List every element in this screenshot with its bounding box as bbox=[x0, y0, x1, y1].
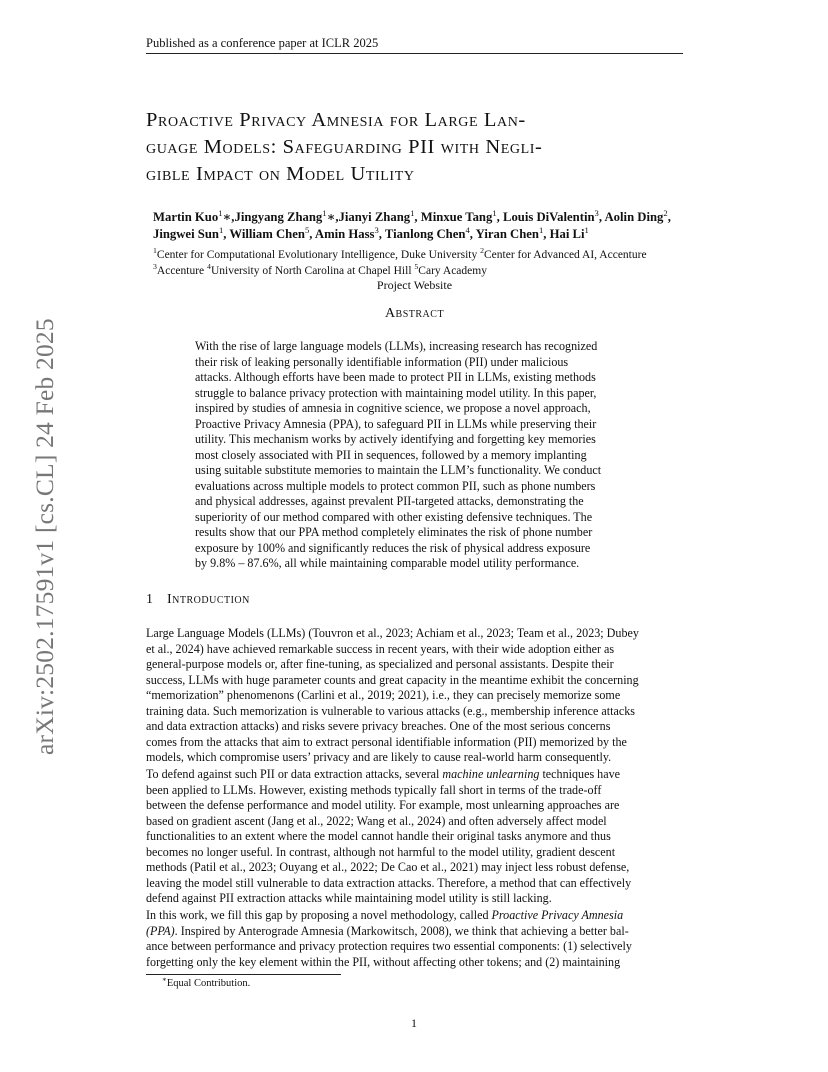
author-separator: , bbox=[223, 227, 230, 241]
paragraph-line: et al., 2024) have achieved remarkable success in recent years, with their wide adoption either as bbox=[146, 641, 615, 656]
author-separator: , bbox=[598, 210, 605, 224]
paragraph-line: comes from the attacks that aim to extract personal identifiable information (PII) memorized by the bbox=[146, 734, 627, 749]
paragraph-line: methods (Patil et al., 2023; Ouyang et al., 2022; De Cao et al., 2021) may inject less robust defense, bbox=[146, 860, 630, 874]
affiliation-mark: 2 bbox=[663, 207, 668, 218]
author-name: Jianyi Zhang bbox=[338, 210, 411, 224]
affiliation-mark: 3 bbox=[374, 224, 379, 235]
paragraph-line: utility. This mechanism works by actively identifying and forgetting key memories bbox=[195, 432, 596, 446]
project-website-link[interactable]: Project Website bbox=[376, 278, 453, 292]
paragraph-line: exposure by 100% and significantly reduces the risk of physical address exposure bbox=[195, 540, 591, 555]
arxiv-identifier: arXiv:2502.17591v1 [cs.CL] 24 Feb 2025 bbox=[30, 318, 59, 755]
author-separator: , bbox=[496, 210, 503, 224]
paragraph-line: by 9.8% – 87.6%, all while maintaining comparable model utility performance. bbox=[195, 556, 580, 570]
affiliation-name: Cary Academy bbox=[418, 264, 487, 277]
paragraph-line: models, which compromise users’ privacy and are likely to cause real-world harm consequently. bbox=[146, 750, 612, 764]
paragraph-line bbox=[146, 924, 686, 940]
footnote-text: Equal Contribution. bbox=[166, 978, 251, 989]
author-name: Martin Kuo bbox=[153, 210, 219, 224]
section-number: 1 bbox=[146, 592, 153, 607]
affiliation-mark: 3 bbox=[594, 207, 599, 218]
paragraph-line: general-purpose models or, after fine-tuning, as specialized and personal assistants. Despite their bbox=[146, 657, 614, 671]
paragraph-line: Proactive Privacy Amnesia (PPA), to safeguard PII in LLMs while preserving their bbox=[195, 416, 597, 431]
author-separator: ∗, bbox=[222, 210, 235, 224]
paragraph-line: using suitable substitute memories to maintain the LLM’s functionality. We conduct bbox=[195, 463, 602, 477]
title-line: gible Impact on Model Utility bbox=[146, 163, 415, 185]
paragraph-line: between the defense performance and model utility. For example, most unlearning approaches are bbox=[146, 798, 620, 812]
affiliation-line bbox=[153, 248, 713, 264]
intro-paragraph-3 bbox=[146, 908, 686, 970]
section-title: Introduction bbox=[167, 592, 250, 607]
intro-paragraph-1 bbox=[146, 626, 686, 766]
footnote bbox=[162, 975, 251, 989]
author-separator: , bbox=[667, 210, 671, 224]
author-name: Amin Hass bbox=[314, 227, 375, 241]
affiliation-name: Center for Computational Evolutionary Intelligence, Duke University bbox=[156, 249, 481, 261]
affiliation-mark: 1 bbox=[153, 246, 157, 256]
emphasis-text: machine unlearning bbox=[442, 767, 540, 781]
author-separator: , bbox=[414, 210, 421, 224]
footnote-mark: ∗ bbox=[162, 975, 167, 984]
paragraph-line: superiority of our method compared with other existing defensive techniques. The bbox=[195, 509, 593, 524]
affiliation-name: Accenture bbox=[156, 264, 208, 277]
title-line: guage Models: Safeguarding PII with Negli- bbox=[146, 136, 543, 158]
paragraph-line: “memorization” phenomenons (Carlini et al., 2019; 2021), i.e., they can precisely memorize some bbox=[146, 688, 621, 702]
footnote-rule bbox=[146, 974, 341, 975]
affiliation-mark: 3 bbox=[153, 261, 157, 271]
text-span: . Inspired by Anterograde Amnesia (Markowitsch, 2008), we think that achieving a better bal- bbox=[174, 923, 629, 938]
text-span: To defend against such PII or data extraction attacks, several bbox=[146, 767, 443, 781]
author-name: Minxue Tang bbox=[420, 210, 493, 224]
affiliation-mark: 1 bbox=[218, 224, 224, 235]
paragraph-line: their risk of leaking personally identifiable information (PII) under malicious bbox=[195, 354, 569, 369]
affiliation-mark: 1 bbox=[218, 207, 223, 218]
paper-title bbox=[146, 107, 706, 188]
affiliations bbox=[153, 248, 713, 279]
author-separator: , bbox=[469, 227, 476, 241]
page-number: 1 bbox=[411, 1016, 417, 1030]
paragraph-line: training data. Such memorization is vulnerable to various attacks (e.g., membership inference attacks bbox=[146, 703, 635, 718]
paragraph-line bbox=[146, 767, 686, 783]
affiliation-mark: 4 bbox=[465, 224, 470, 235]
paragraph-line bbox=[146, 908, 686, 924]
title-line: Proactive Privacy Amnesia for Large Lan- bbox=[146, 109, 526, 131]
affiliation-mark: 1 bbox=[322, 207, 327, 218]
author-separator: ∗, bbox=[326, 210, 339, 224]
paragraph-line: With the rise of large language models (LLMs), increasing research has recognized bbox=[195, 339, 598, 353]
author-name: Louis DiValentin bbox=[503, 210, 595, 224]
author-list bbox=[153, 209, 713, 243]
affiliation-mark: 1 bbox=[492, 207, 497, 218]
paragraph-line: becomes no longer useful. In contrast, although not harmful to the model utility, gradient descent bbox=[146, 844, 616, 859]
paragraph-line: based on gradient ascent (Jang et al., 2022; Wang et al., 2024) and often adversely affect model bbox=[146, 813, 607, 828]
affiliation-mark: 1 bbox=[410, 207, 415, 218]
author-line bbox=[153, 226, 713, 243]
affiliation-name: University of North Carolina at Chapel Hill bbox=[210, 264, 415, 277]
intro-paragraph-2 bbox=[146, 767, 686, 907]
paragraph-line: success, LLMs with huge parameter counts and great capacity in the meantime exhibit the concerning bbox=[146, 672, 639, 687]
paragraph-line: attacks. Although efforts have been made to protect PII in LLMs, existing methods bbox=[195, 370, 596, 384]
author-name: Hai Li bbox=[549, 227, 585, 241]
text-span: In this work, we fill this gap by proposing a novel methodology, called bbox=[146, 908, 492, 922]
affiliation-name: Center for Advanced AI, Accenture bbox=[484, 249, 647, 261]
paragraph-line: and physical addresses, against prevalent PII-targeted attacks, demonstrating the bbox=[195, 494, 584, 508]
paragraph-line: ance between performance and privacy protection requires two essential components: (1) selectively bbox=[146, 939, 632, 953]
affiliation-mark: 1 bbox=[538, 224, 544, 235]
paragraph-line: most closely associated with PII in sequences, followed by a memory implanting bbox=[195, 447, 587, 462]
author-name: Aolin Ding bbox=[604, 210, 664, 224]
affiliation-mark: 1 bbox=[584, 224, 589, 235]
affiliation-mark: 5 bbox=[414, 261, 419, 271]
author-name: Jingyang Zhang bbox=[234, 210, 323, 224]
paragraph-line: evaluations across multiple models to protect common PII, such as phone numbers bbox=[195, 478, 596, 493]
affiliation-mark: 5 bbox=[304, 224, 310, 235]
paragraph-line: defend against PII extraction attacks while maintaining model utility is still lacking. bbox=[146, 891, 552, 905]
author-separator: , bbox=[543, 227, 550, 241]
affiliation-mark: 4 bbox=[207, 261, 211, 271]
abstract-body bbox=[195, 339, 635, 572]
author-name: Jingwei Sun bbox=[153, 227, 219, 241]
paragraph-line: inspired by studies of amnesia in cognitive science, we propose a novel approach, bbox=[195, 401, 591, 415]
section-heading bbox=[146, 592, 250, 608]
author-line bbox=[153, 209, 713, 226]
affiliation-line bbox=[153, 261, 713, 280]
paragraph-line: been applied to LLMs. However, existing methods typically fall short in terms of the trade-off bbox=[146, 782, 602, 797]
author-separator: , bbox=[378, 227, 385, 241]
running-header: Published as a conference paper at ICLR 2025 bbox=[146, 36, 379, 50]
author-name: Tianlong Chen bbox=[384, 227, 466, 241]
paragraph-line: functionalities to an extent where the model cannot handle their original tasks anymore and thus bbox=[146, 829, 611, 843]
paragraph-line: and data extraction attacks) and risks severe privacy breaches. One of the most serious concerns bbox=[146, 719, 611, 733]
paragraph-line: struggle to balance privacy protection with maintaining model utility. In this paper, bbox=[195, 385, 597, 400]
author-separator: , bbox=[309, 227, 315, 241]
paragraph-line: results show that our PPA method completely eliminates the risk of phone number bbox=[195, 525, 593, 539]
author-name: William Chen bbox=[229, 227, 305, 241]
emphasis-text: Proactive Privacy Amnesia bbox=[491, 908, 624, 922]
author-name: Yiran Chen bbox=[475, 227, 539, 241]
text-span: techniques have bbox=[539, 767, 621, 781]
header-rule bbox=[146, 53, 683, 54]
paragraph-line: forgetting only the key element within the PII, without affecting other tokens; and (2) maintaining bbox=[146, 954, 621, 969]
affiliation-mark: 2 bbox=[480, 246, 485, 256]
paragraph-line: leaving the model still vulnerable to data extraction attacks. Therefore, a method that can effectively bbox=[146, 875, 632, 890]
emphasis-text: (PPA) bbox=[146, 923, 175, 938]
abstract-heading: Abstract bbox=[384, 306, 445, 321]
paragraph-line: Large Language Models (LLMs) (Touvron et al., 2023; Achiam et al., 2023; Team et al., 2023; Dubey bbox=[146, 626, 639, 640]
